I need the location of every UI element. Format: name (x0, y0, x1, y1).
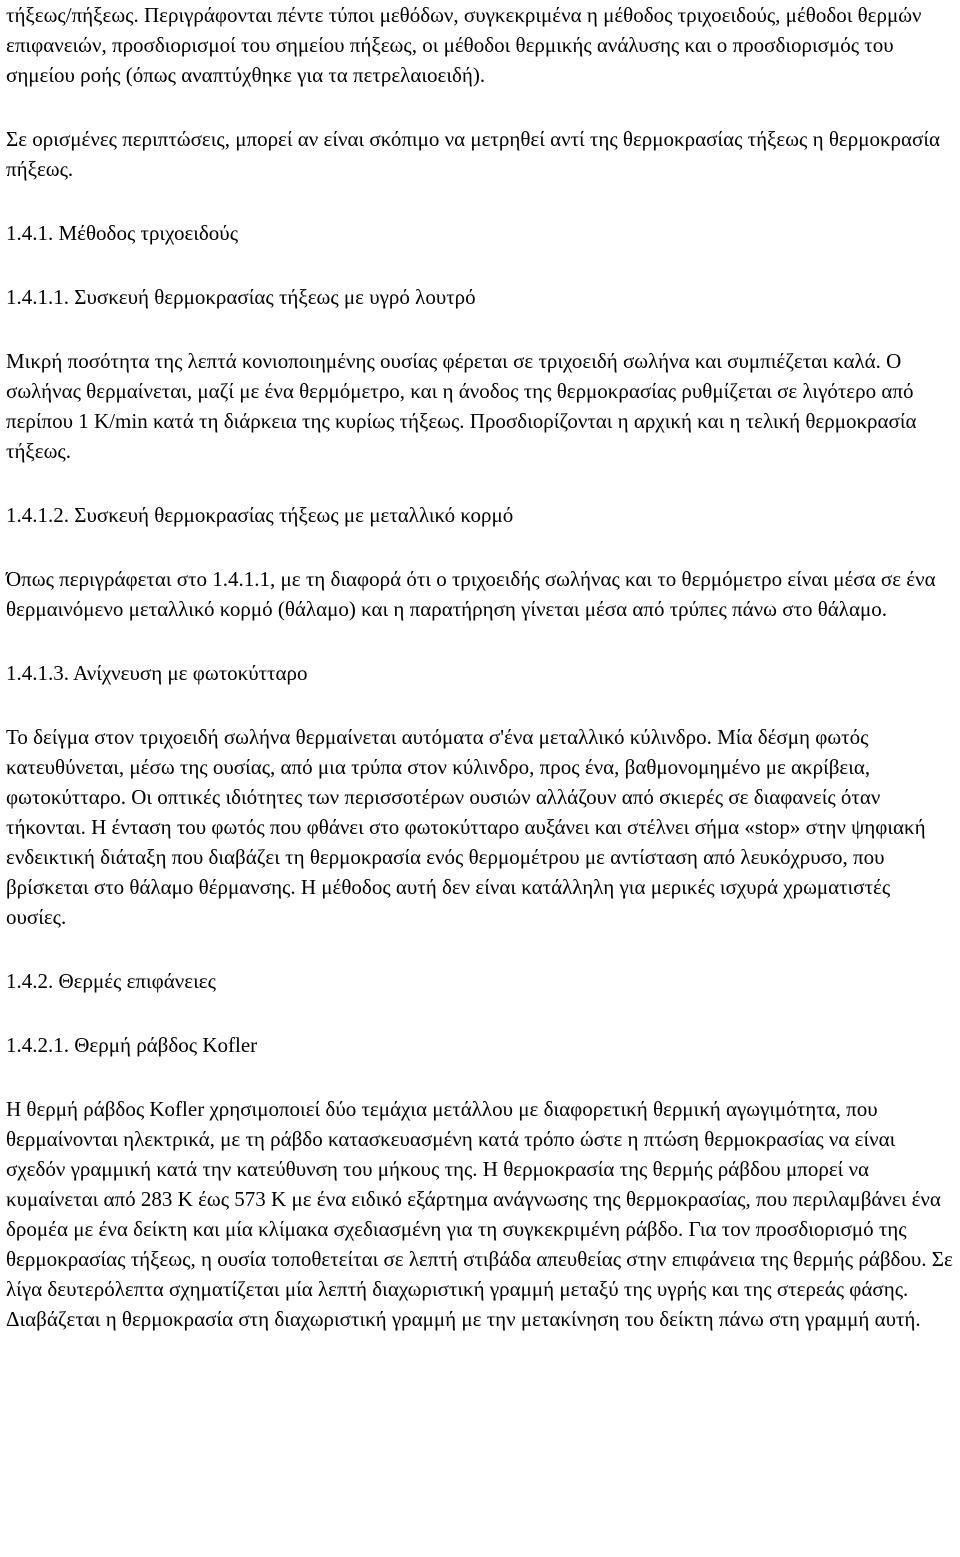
paragraph-metal-block: Όπως περιγράφεται στο 1.4.1.1, με τη διαφορά ότι ο τριχοειδής σωλήνας και το θερμόμετρο είναι μέσα σε ένα θερμαινόμενο μεταλλικό κορμό (θάλαμο) και η παρατήρηση γίνεται μέσα από τρύπες πάνω στο θάλαμο. (6, 567, 936, 621)
heading-capillary-method: 1.4.1. Μέθοδος τριχοειδούς (6, 221, 239, 245)
heading-photocell-detection: 1.4.1.3. Ανίχνευση με φωτοκύτταρο (6, 661, 308, 685)
heading-kofler-hot-bar: 1.4.2.1. Θερμή ράβδος Kofler (6, 1033, 258, 1057)
heading-hot-surfaces: 1.4.2. Θερμές επιφάνειες (6, 969, 216, 993)
paragraph-freezing-point-note: Σε ορισμένες περιπτώσεις, μπορεί αν είναι σκόπιμο να μετρηθεί αντί της θερμοκρασίας τήξεως η θερμοκρασία πήξεως. (6, 127, 941, 181)
paragraph-kofler: Η θερμή ράβδος Kofler χρησιμοποιεί δύο τεμάχια μετάλλου με διαφορετική θερμική αγωγιμότητα, που θερμαίνονται ηλεκτρικά, με τη ράβδο κατασκευασμένη κατά τρόπο ώστε η πτώση θερμοκρασίας να είναι σχεδόν γραμμική κατά την κατεύθυνση του μήκους της. Η θερμοκρασία της θερμής ράβδου μπορεί να κυμαίνεται από 283 K έως 573 K με ένα ειδικό εξάρτημα ανάγνωσης της θερμοκρασίας, που περιλαμβάνει ένα δρομέα με ένα δείκτη και μία κλίμακα σχεδιασμένη για τη συγκεκριμένη ράβδο. Για τον προσδιορισμό της θερμοκρασίας τήξεως, η ουσία τοποθετείται σε λεπτή στιβάδα απευθείας στην επιφάνεια της θερμής ράβδου. Σε λίγα δευτερόλεπτα σχηματίζεται μία λεπτή διαχωριστική γραμμή μεταξύ της υγρής και της στερεάς φάσης. Διαβάζεται η θερμοκρασία στη διαχωριστική γραμμή με την μετακίνηση του δείκτη πάνω στη γραμμή αυτή. (6, 1097, 953, 1331)
heading-liquid-bath-apparatus: 1.4.1.1. Συσκευή θερμοκρασίας τήξεως με υγρό λουτρό (6, 285, 476, 309)
paragraph-photocell: Το δείγμα στον τριχοειδή σωλήνα θερμαίνεται αυτόματα σ'ένα μεταλλικό κύλινδρο. Μία δέσμη φωτός κατευθύνεται, μέσω της ουσίας, από μια τρύπα στον κύλινδρο, προς ένα, βαθμονομημένο με ακρίβεια, φωτοκύτταρο. Οι οπτικές ιδιότητες των περισσοτέρων ουσιών αλλάζουν από σκιερές σε διαφανείς όταν τήκονται. Η ένταση του φωτός που φθάνει στο φωτοκύτταρο αυξάνει και στέλνει σήμα «stop» στην ψηφιακή ενδεικτική διάταξη που διαβάζει τη θερμοκρασία ενός θερμομέτρου με αντίσταση από λευκόχρυσο, που βρίσκεται στο θάλαμο θέρμανσης. Η μέθοδος αυτή δεν είναι κατάλληλη για μερικές ισχυρά χρωματιστές ουσίες. (6, 725, 926, 929)
heading-metal-block-apparatus: 1.4.1.2. Συσκευή θερμοκρασίας τήξεως με μεταλλικό κορμό (6, 503, 514, 527)
paragraph-liquid-bath: Μικρή ποσότητα της λεπτά κονιοποιημένης ουσίας φέρεται σε τριχοειδή σωλήνα και συμπιέζεται καλά. Ο σωλήνας θερμαίνεται, μαζί με ένα θερμόμετρο, και η άνοδος της θερμοκρασίας ρυθμίζεται σε λιγότερο από περίπου 1 K/min κατά τη διάρκεια της κυρίως τήξεως. Προσδιορίζονται η αρχική και η τελική θερμοκρασία τήξεως. (6, 349, 917, 463)
paragraph-methods-overview: τήξεως/πήξεως. Περιγράφονται πέντε τύποι μεθόδων, συγκεκριμένα η μέθοδος τριχοειδούς, μέθοδοι θερμών επιφανειών, προσδιορισμοί του σημείου πήξεως, οι μέθοδοι θερμικής ανάλυσης και ο προσδιορισμός του σημείου ροής (όπως αναπτύχθηκε για τα πετρελαιοειδή). (6, 3, 922, 87)
